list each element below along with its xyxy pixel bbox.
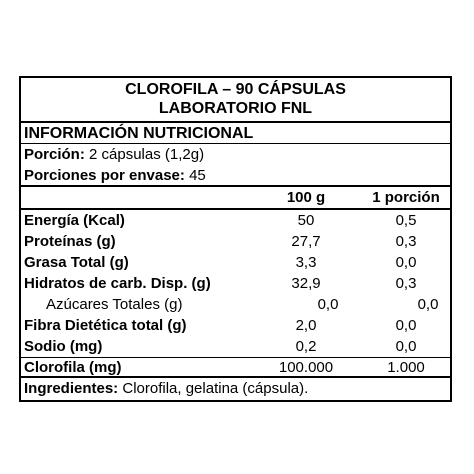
ingredients-row — [21, 378, 450, 400]
nutrient-name: Clorofila (mg) — [24, 358, 122, 376]
nutrient-row-carbs — [21, 273, 450, 294]
nutrition-label — [19, 76, 452, 402]
section-title: INFORMACIÓN NUTRICIONAL — [21, 123, 450, 144]
product-header — [21, 78, 450, 123]
nutrient-value-100g: 100.000 — [278, 358, 334, 376]
nutrient-name: Sodio (mg) — [24, 338, 103, 355]
nutrient-row-chlorophyll — [21, 357, 450, 378]
nutrient-value-100g: 3,3 — [295, 254, 317, 271]
servings-per-container-value: 45 — [184, 167, 206, 184]
column-header-100g: 100 g — [286, 189, 326, 206]
laboratory-name: LABORATORIO FNL — [158, 100, 313, 117]
nutrient-row-sugars — [21, 294, 450, 315]
nutrient-value-100g: 27,7 — [291, 233, 321, 250]
nutrient-value-100g: 0,2 — [295, 338, 317, 355]
nutrient-value-100g: 0,0 — [317, 296, 339, 313]
nutrient-value-portion: 0,3 — [395, 233, 417, 250]
portion-label: Porción: — [24, 146, 85, 163]
ingredients-label: Ingredientes: — [24, 380, 119, 397]
nutrient-row-fat — [21, 252, 450, 273]
nutrient-row-protein — [21, 231, 450, 252]
nutrient-value-portion: 0,0 — [395, 254, 417, 271]
column-header-portion: 1 porción — [372, 189, 440, 206]
nutrient-value-portion: 0,0 — [417, 296, 439, 313]
nutrient-name: Energía (Kcal) — [24, 212, 125, 229]
nutrient-name: Fibra Dietética total (g) — [24, 317, 187, 334]
nutrient-value-portion: 0,5 — [395, 212, 417, 229]
nutrient-name: Grasa Total (g) — [24, 254, 129, 271]
servings-per-container-row — [21, 165, 450, 187]
nutrient-value-100g: 2,0 — [295, 317, 317, 334]
nutrient-value-100g: 32,9 — [291, 275, 321, 292]
nutrient-row-sodium — [21, 336, 450, 357]
nutrient-row-fiber — [21, 315, 450, 336]
nutrient-name: Hidratos de carb. Disp. (g) — [24, 275, 211, 292]
column-header-row — [21, 187, 450, 210]
product-name: CLOROFILA – 90 CÁPSULAS — [125, 81, 346, 98]
nutrient-name: Proteínas (g) — [24, 233, 116, 250]
nutrient-value-portion: 0,0 — [395, 338, 417, 355]
servings-per-container-label: Porciones por envase: — [24, 167, 185, 184]
nutrient-row-energy — [21, 210, 450, 231]
portion-value: 2 cápsulas (1,2g) — [84, 146, 205, 163]
nutrient-value-portion: 1.000 — [387, 358, 425, 376]
nutrient-name: Azúcares Totales (g) — [46, 296, 183, 313]
nutrient-value-100g: 50 — [297, 212, 315, 229]
ingredients-value: Clorofila, gelatina (cápsula). — [118, 380, 309, 397]
nutrient-value-portion: 0,3 — [395, 275, 417, 292]
portion-row — [21, 144, 450, 165]
nutrient-value-portion: 0,0 — [395, 317, 417, 334]
